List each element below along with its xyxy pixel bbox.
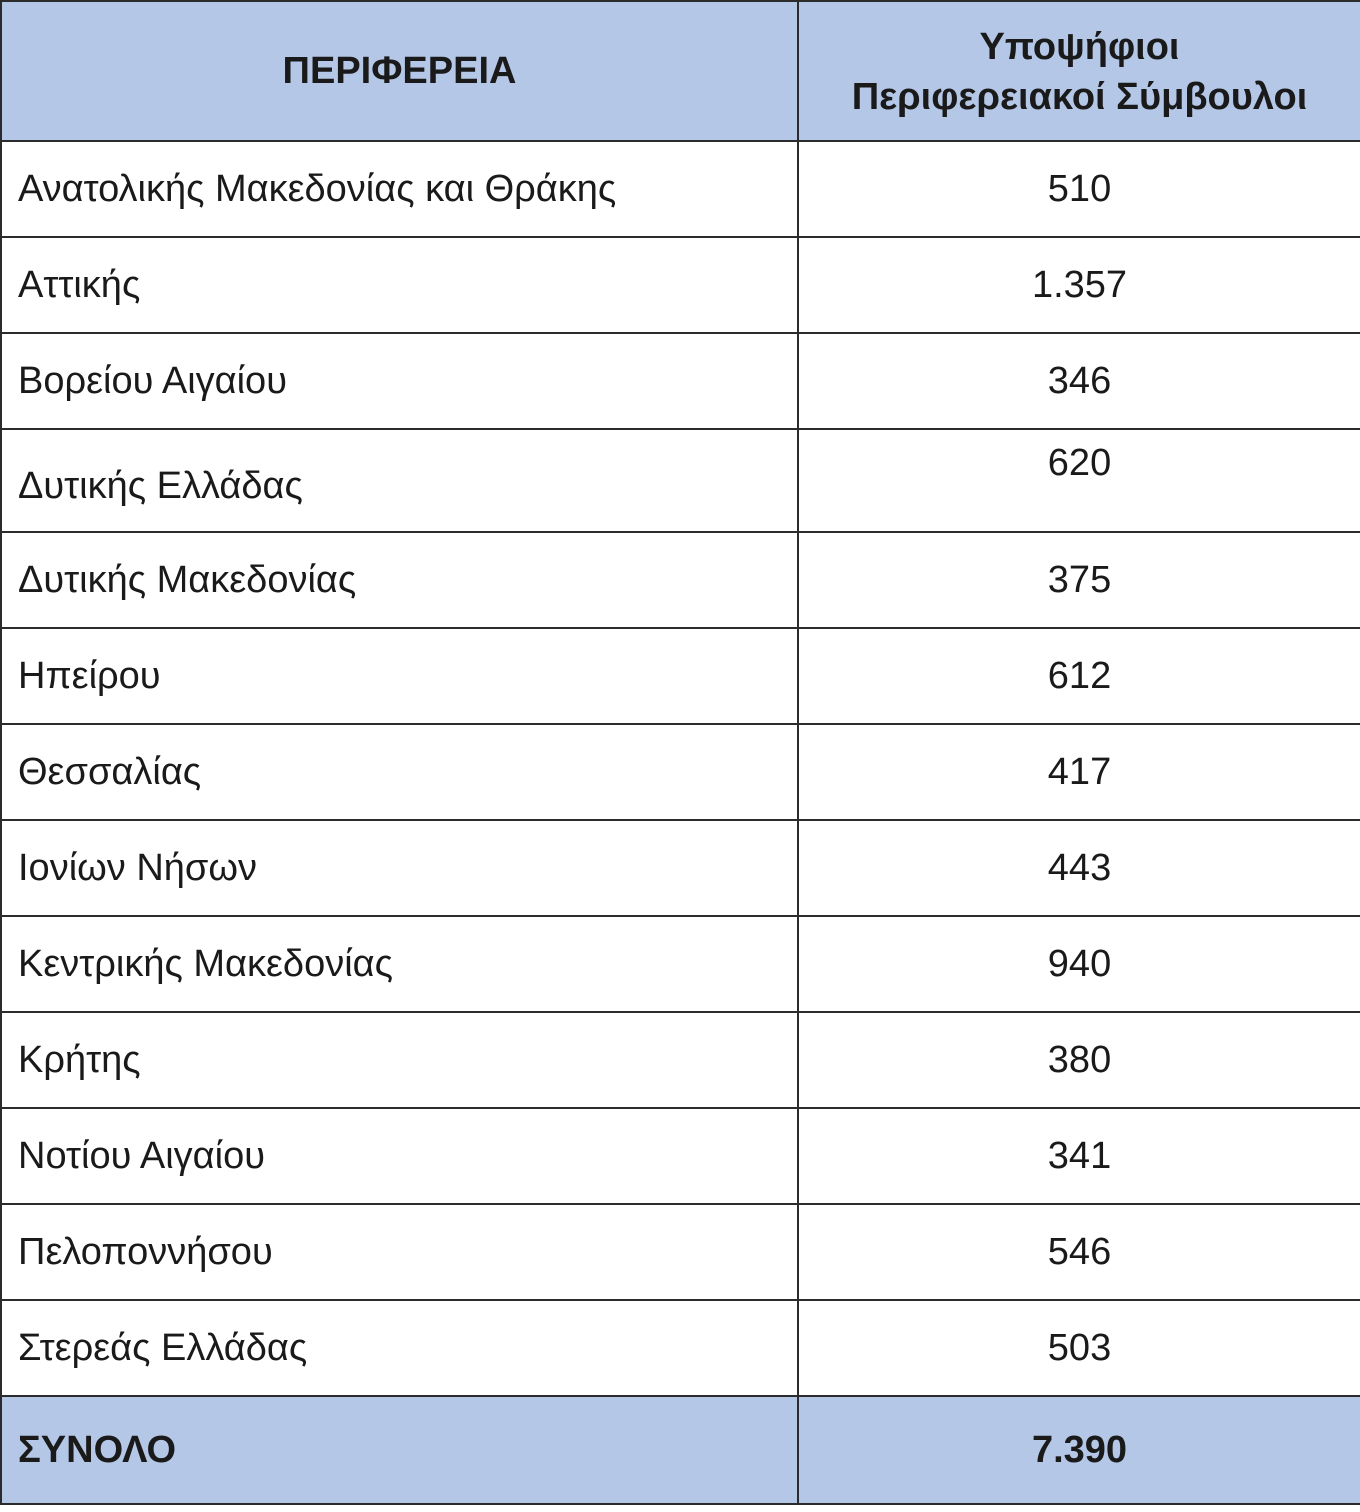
region-cell: Νοτίου Αιγαίου bbox=[1, 1108, 798, 1204]
total-label: ΣΥΝΟΛΟ bbox=[1, 1396, 798, 1504]
region-cell: Δυτικής Μακεδονίας bbox=[1, 532, 798, 628]
table-row bbox=[1, 1108, 1360, 1204]
count-cell: 510 bbox=[798, 141, 1360, 237]
count-cell: 443 bbox=[798, 820, 1360, 916]
count-cell: 346 bbox=[798, 333, 1360, 429]
table-row bbox=[1, 628, 1360, 724]
header-row bbox=[1, 1, 1360, 141]
count-cell: 620 bbox=[798, 429, 1360, 532]
region-cell: Αττικής bbox=[1, 237, 798, 333]
region-cell: Κεντρικής Μακεδονίας bbox=[1, 916, 798, 1012]
table-row bbox=[1, 916, 1360, 1012]
table-row bbox=[1, 1300, 1360, 1396]
table-row bbox=[1, 333, 1360, 429]
region-column-header: ΠΕΡΙΦΕΡΕΙΑ bbox=[1, 1, 798, 141]
count-cell: 1.357 bbox=[798, 237, 1360, 333]
region-cell: Πελοποννήσου bbox=[1, 1204, 798, 1300]
table-row bbox=[1, 1204, 1360, 1300]
candidates-column-header bbox=[798, 1, 1360, 141]
region-cell: Ανατολικής Μακεδονίας και Θράκης bbox=[1, 141, 798, 237]
count-cell: 546 bbox=[798, 1204, 1360, 1300]
table-row bbox=[1, 532, 1360, 628]
table-row bbox=[1, 429, 1360, 532]
region-cell: Στερεάς Ελλάδας bbox=[1, 1300, 798, 1396]
total-row bbox=[1, 1396, 1360, 1504]
count-cell: 375 bbox=[798, 532, 1360, 628]
region-cell: Θεσσαλίας bbox=[1, 724, 798, 820]
region-cell: Δυτικής Ελλάδας bbox=[1, 429, 798, 532]
region-cell: Ηπείρου bbox=[1, 628, 798, 724]
region-cell: Ιονίων Νήσων bbox=[1, 820, 798, 916]
table-row bbox=[1, 1012, 1360, 1108]
count-cell: 612 bbox=[798, 628, 1360, 724]
table-row bbox=[1, 237, 1360, 333]
table-row bbox=[1, 820, 1360, 916]
table-row bbox=[1, 141, 1360, 237]
count-cell: 341 bbox=[798, 1108, 1360, 1204]
table-row bbox=[1, 724, 1360, 820]
count-cell: 503 bbox=[798, 1300, 1360, 1396]
count-cell: 380 bbox=[798, 1012, 1360, 1108]
region-cell: Κρήτης bbox=[1, 1012, 798, 1108]
count-cell: 417 bbox=[798, 724, 1360, 820]
candidates-header-line-1: Υποψήφιοι bbox=[979, 26, 1180, 68]
region-cell: Βορείου Αιγαίου bbox=[1, 333, 798, 429]
count-cell: 940 bbox=[798, 916, 1360, 1012]
candidates-header-line-2: Περιφερειακοί Σύμβουλοι bbox=[851, 76, 1308, 118]
total-count: 7.390 bbox=[798, 1396, 1360, 1504]
